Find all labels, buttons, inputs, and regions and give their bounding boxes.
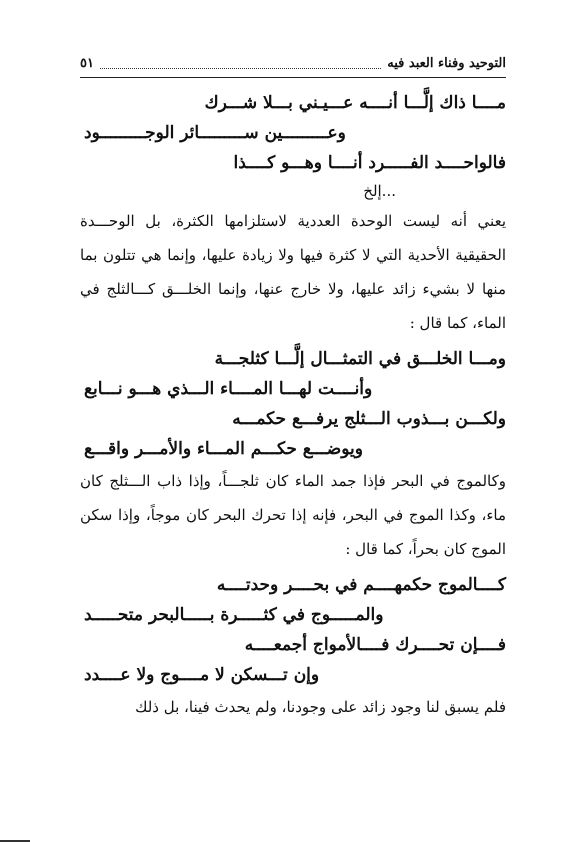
- verse-line: فــــإن تحــــرك فــــالأمواج أجمعــــه: [244, 635, 506, 655]
- prose-paragraph: فلم يسبق لنا وجود زائد على وجودنا، ولم يحدث فينا، بل ذلك: [135, 698, 506, 716]
- verse-line: ومـــا الخلـــق في التمثـــال إلَّـــا كثلجـــة: [214, 349, 506, 369]
- verse-line: كــــالموج حكمهــــم في بحــــر وحدتــــه: [216, 575, 506, 595]
- prose-paragraph: يعني أنه ليست الوحدة العددية لاستلزامها الكثرة، بل الوحـــدة الحقيقية الأحدية التي لا كثرة فيها ولا زيادة عليها، وإنما هي تتلون بما منها لا بشيء زائد عليها، ولا خارج عنها، وإنما الخلـــق كـــالثلج في الماء، كما قال :: [80, 212, 506, 332]
- verse-line: ولكـــن بـــذوب الـــثلج يرفـــع حكمـــه: [232, 409, 506, 429]
- verse-line: وعـــــــــين ســـــــــائر الوجـــــــــود: [84, 123, 346, 143]
- verse-line: مــــا ذاك إلَّـــا أنــــه عـــيـني بـــلا شـــرك: [204, 93, 506, 113]
- verse-line: والمـــــوج في كثـــــرة بـــــالبحر متحـــــد: [84, 605, 384, 625]
- page-body: [80, 88, 506, 802]
- verse-line: فالواحــــد الفـــــرد أنــــا وهـــو كــــذا: [233, 153, 506, 173]
- page-number: ٥١: [80, 55, 94, 71]
- leader-dots: [100, 58, 381, 69]
- verse-ellipsis: ...إلخ: [363, 182, 396, 200]
- prose-paragraph: وكالموج في البحر فإذا جمد الماء كان ثلجـــاً، وإذا ذاب الـــثلج كان ماء، وكذا الموج في البحر، فإنه إذا تحرك البحر كان موجاً، وإذا سكن الموج كان بحراً، كما قال :: [80, 472, 506, 558]
- running-header: [80, 52, 506, 74]
- header-rule: [80, 77, 506, 78]
- verse-line: وإن تـــسكن لا مــــوج ولا عــــدد: [84, 665, 320, 685]
- chapter-title: التوحيد وفناء العبد فيه: [387, 55, 506, 71]
- verse-line: وأنــــت لهـــا المــــاء الـــذي هـــو نـــابع: [84, 379, 373, 399]
- verse-line: ويوضـــع حكـــم المـــاء والأمـــر واقـــع: [84, 439, 363, 459]
